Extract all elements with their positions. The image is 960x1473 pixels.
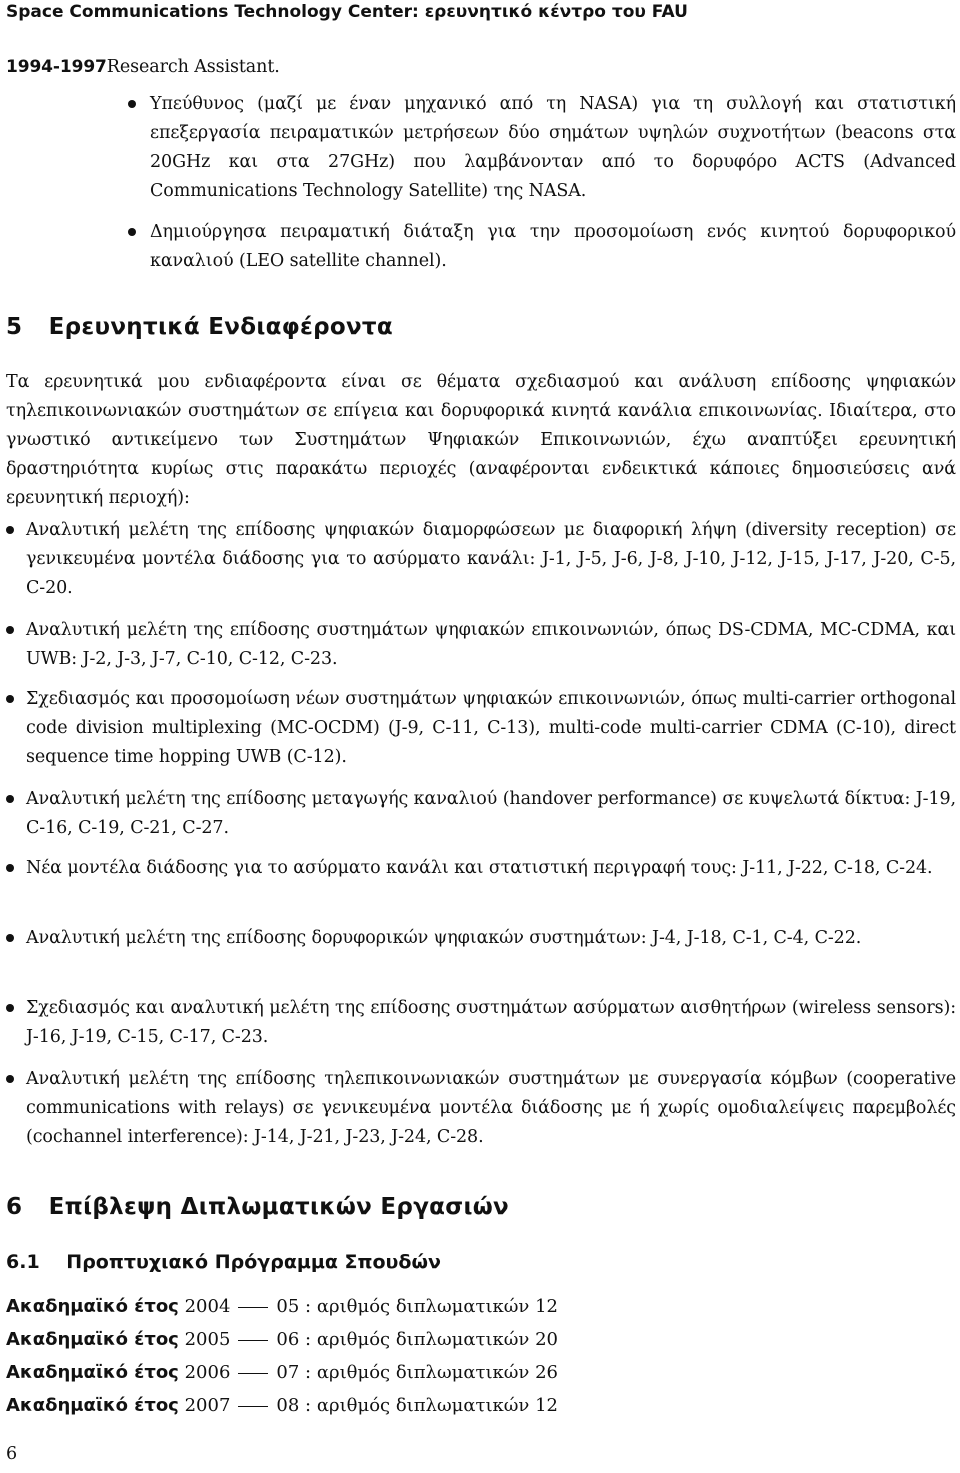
research-item-text: Σχεδιασμός και αναλυτική μελέτη της επίδοσης συστημάτων ασύρματων αισθητήρων (wireless sensors): J-16, J-19, C-15, C-17, C-23.: [26, 998, 956, 1047]
year-end: 05: [276, 1296, 300, 1317]
research-item-text: Νέα μοντέλα διάδοσης για το ασύρματο κανάλι και στατιστική περιγραφή τους: J-11, J-22, C-18, C-24.: [26, 858, 933, 878]
degree-row: [6, 1295, 558, 1319]
position-bullet-text: Δημιούργησα πειραματική διάταξη για την προσομοίωση ενός κινητού δορυφορικού καναλιού (LEO satellite channel).: [150, 222, 956, 271]
colon-separator: :: [305, 1395, 312, 1416]
bullet-icon: [6, 934, 14, 942]
bullet-icon: [6, 864, 14, 872]
section-6-number: 6: [6, 1194, 23, 1220]
colon-separator: :: [305, 1362, 312, 1383]
degree-row-label: Ακαδημαϊκό έτος: [6, 1395, 179, 1416]
position-bullet-text: Υπεύθυνος (μαζί με έναν μηχανικό από τη NASA) για τη συλλογή και στατιστική επεξεργασία πειραματικών μετρήσεων δύο σημάτων υψηλών συχνοτήτων (beacons στα 20GHz και στα 27GHz) που λαμβάνονταν από το δορυφόρο ACTS (Advanced Communications Technology Satellite) της NASA.: [150, 94, 956, 201]
colon-separator: :: [305, 1329, 312, 1350]
year-start: 2005: [184, 1329, 231, 1350]
year-start: 2007: [184, 1395, 231, 1416]
bullet-icon: [6, 795, 14, 803]
research-item-text: Σχεδιασμός και προσομοίωση νέων συστημάτων ψηφιακών επικοινωνιών, όπως multi-carrier orthogonal code division multiplexing (MC-OCDM) (J-9, C-11, C-13), multi-code multi-carrier CDMA (C-10), direct sequence time hopping UWB (C-12).: [26, 689, 956, 767]
degree-row: [6, 1328, 558, 1352]
subsection-title: Προπτυχιακό Πρόγραμμα Σπουδών: [66, 1251, 441, 1273]
section-5-intro: Τα ερευνητικά μου ενδιαφέροντα είναι σε θέματα σχεδιασμού και ανάλυση επίδοσης ψηφιακών τηλεπικοινωνιακών συστημάτων σε επίγεια και δορυφορικά κινητά κανάλια επικοινωνίας. Ιδιαίτερα, στο γνωστικό αντικείμενο των Συστημάτων Ψηφιακών Επικοινωνιών, έχω αναπτύξει ερευνητική δραστηριότητα κυρίως στις παρακάτω περιοχές (αναφέρονται ενδεικτικά κάποιες δημοσιεύσεις ανά ερευνητική περιοχή):: [6, 372, 956, 508]
position-text: Research Assistant.: [106, 57, 280, 77]
position-title: [6, 53, 907, 82]
position-years: 1994-1997: [6, 57, 107, 77]
dash-separator: [238, 1373, 268, 1374]
research-item-text: Αναλυτική μελέτη της επίδοσης μεταγωγής καναλιού (handover performance) σε κυψελωτά δίκτυα: J-19, C-16, C-19, C-21, C-27.: [26, 789, 956, 838]
degree-row-text: αριθμός διπλωματικών 12: [316, 1296, 559, 1317]
degree-row-label: Ακαδημαϊκό έτος: [6, 1362, 179, 1383]
section-6-title: Επίβλεψη Διπλωματικών Εργασιών: [48, 1194, 509, 1220]
bullet-icon: [128, 228, 136, 236]
year-start: 2006: [184, 1362, 231, 1383]
research-item-text: Αναλυτική μελέτη της επίδοσης τηλεπικοινωνιακών συστημάτων με συνεργασία κόμβων (cooperative communications with relays) σε γενικευμένα μοντέλα διάδοσης με ή χωρίς ομοδιαλείψεις παρεμβολές (cochannel interference): J-14, J-21, J-23, J-24, C-28.: [26, 1069, 956, 1147]
year-end: 07: [276, 1362, 300, 1383]
degree-row-label: Ακαδημαϊκό έτος: [6, 1296, 179, 1317]
research-item-text: Αναλυτική μελέτη της επίδοσης συστημάτων ψηφιακών επικοινωνιών, όπως DS-CDMA, MC-CDMA, και UWB: J-2, J-3, J-7, C-10, C-12, C-23.: [26, 620, 956, 669]
section-5-number: 5: [6, 314, 23, 340]
degree-row-label: Ακαδημαϊκό έτος: [6, 1329, 179, 1350]
bullet-icon: [6, 1004, 14, 1012]
degree-row-text: αριθμός διπλωματικών 12: [316, 1395, 559, 1416]
degree-row-text: αριθμός διπλωματικών 26: [316, 1362, 559, 1383]
year-start: 2004: [184, 1296, 231, 1317]
section-5-title: Ερευνητικά Ενδιαφέροντα: [48, 314, 394, 340]
section-6-heading: [6, 1190, 509, 1224]
bullet-icon: [128, 100, 136, 108]
degree-row-text: αριθμός διπλωματικών 20: [316, 1329, 559, 1350]
degree-row: [6, 1361, 558, 1385]
colon-separator: :: [305, 1296, 312, 1317]
research-item-text: Αναλυτική μελέτη της επίδοσης ψηφιακών διαμορφώσεων με διαφορική λήψη (diversity reception) σε γενικευμένα μοντέλα διάδοσης για το ασύρματο κανάλι: J-1, J-5, J-6, J-8, J-10, J-12, J-15, J-17, J-20, C-5, C-20.: [26, 520, 956, 598]
research-item-text: Αναλυτική μελέτη της επίδοσης δορυφορικών ψηφιακών συστημάτων: J-4, J-18, C-1, C-4, C-22.: [26, 928, 862, 948]
section-5-heading: [6, 310, 393, 344]
page-header-title: Space Communications Technology Center: ερευνητικό κέντρο του FAU: [6, 2, 688, 22]
subsection-6-1-heading: [6, 1248, 441, 1276]
dash-separator: [238, 1406, 268, 1407]
dash-separator: [238, 1340, 268, 1341]
year-end: 08: [276, 1395, 300, 1416]
dash-separator: [238, 1307, 268, 1308]
bullet-icon: [6, 1075, 14, 1083]
bullet-icon: [6, 526, 14, 534]
year-end: 06: [276, 1329, 300, 1350]
degree-row: [6, 1394, 558, 1418]
subsection-number: 6.1: [6, 1251, 40, 1273]
bullet-icon: [6, 695, 14, 703]
bullet-icon: [6, 626, 14, 634]
page-number: 6: [6, 1444, 18, 1464]
